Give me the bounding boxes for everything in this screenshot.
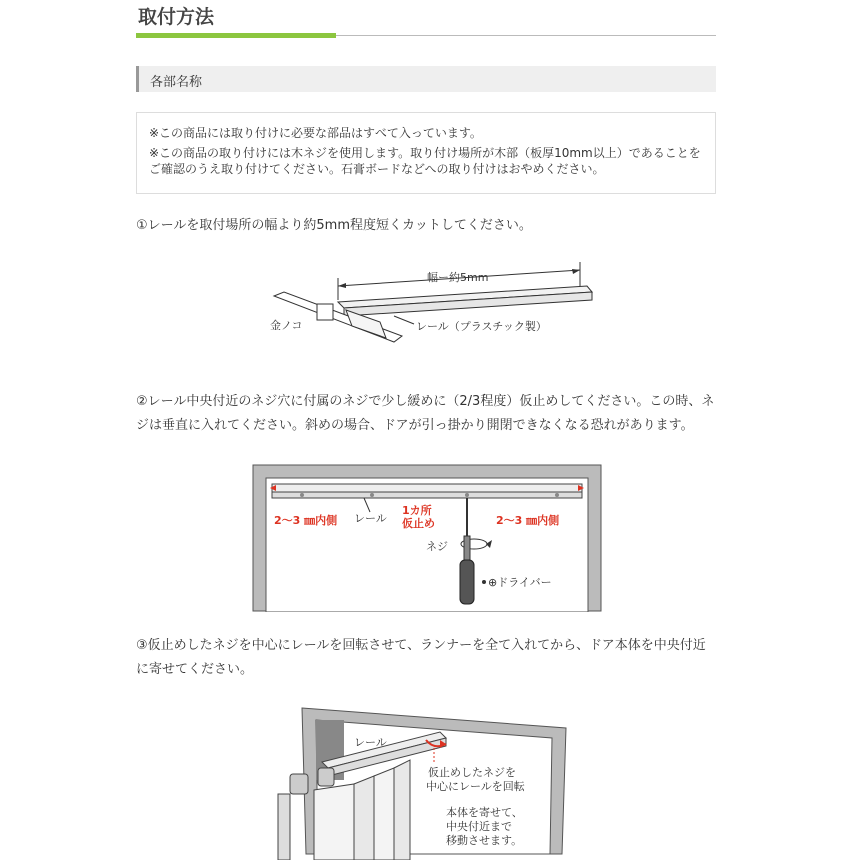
width-label: 幅ー約5mm	[427, 271, 489, 284]
step1-text: ①レールを取付場所の幅より約5mm程度短くカットしてください。	[136, 218, 532, 233]
move-label-3: 移動させます。	[446, 834, 523, 847]
move-label-1: 本体を寄せて、	[446, 806, 523, 819]
title-underline-accent	[136, 33, 336, 38]
title-underline	[136, 35, 716, 36]
center-label-2: 仮止め	[402, 517, 435, 530]
step2-figure	[252, 464, 604, 612]
note-line-2: ※この商品の取り付けには木ネジを使用します。取り付け場所が木部（板厚10mm以上）であることを	[149, 146, 701, 160]
step3-rail-label: レール	[354, 736, 387, 749]
left-gap-label: 2〜3 ㎜内側	[274, 514, 338, 527]
right-gap-label: 2〜3 ㎜内側	[496, 514, 560, 527]
step3-line-2: に寄せてください。	[136, 662, 254, 677]
saw-label: 金ノコ	[270, 319, 303, 332]
note-line-3: ご確認のうえ取り付けてください。石膏ボードなどへの取り付けはおやめください。	[149, 162, 605, 176]
center-label-1: 1カ所	[402, 504, 432, 517]
step2-line-1: ②レール中央付近のネジ穴に付属のネジで少し緩めに（2/3程度）仮止めしてください。この時、ネ	[136, 394, 715, 409]
step3-figure	[270, 706, 570, 860]
note-box	[136, 112, 716, 194]
section-heading-text: 各部名称	[150, 75, 203, 90]
step1-figure	[262, 258, 602, 348]
rotate-label-2: 中心にレールを回転	[426, 780, 525, 793]
step3-line-1: ③仮止めしたネジを中心にレールを回転させて、ランナーを全て入れてから、ドア本体を中央付近	[136, 638, 706, 653]
rail-label: レール	[354, 512, 387, 525]
rail-material-label: レール（プラスチック製）	[416, 320, 547, 333]
driver-label: ⊕ドライバー	[488, 576, 552, 589]
rotate-label-1: 仮止めしたネジを	[428, 766, 516, 779]
section-heading-bar	[136, 66, 139, 92]
note-line-1: ※この商品には取り付けに必要な部品はすべて入っています。	[149, 126, 482, 140]
section-heading	[136, 66, 716, 92]
page-title: 取付方法	[138, 6, 215, 28]
move-label-2: 中央付近まで	[446, 820, 512, 833]
screw-label: ネジ	[426, 540, 448, 553]
step2-line-2: ジは垂直に入れてください。斜めの場合、ドアが引っ掛かり開閉できなくなる恐れがあります。	[136, 418, 694, 433]
